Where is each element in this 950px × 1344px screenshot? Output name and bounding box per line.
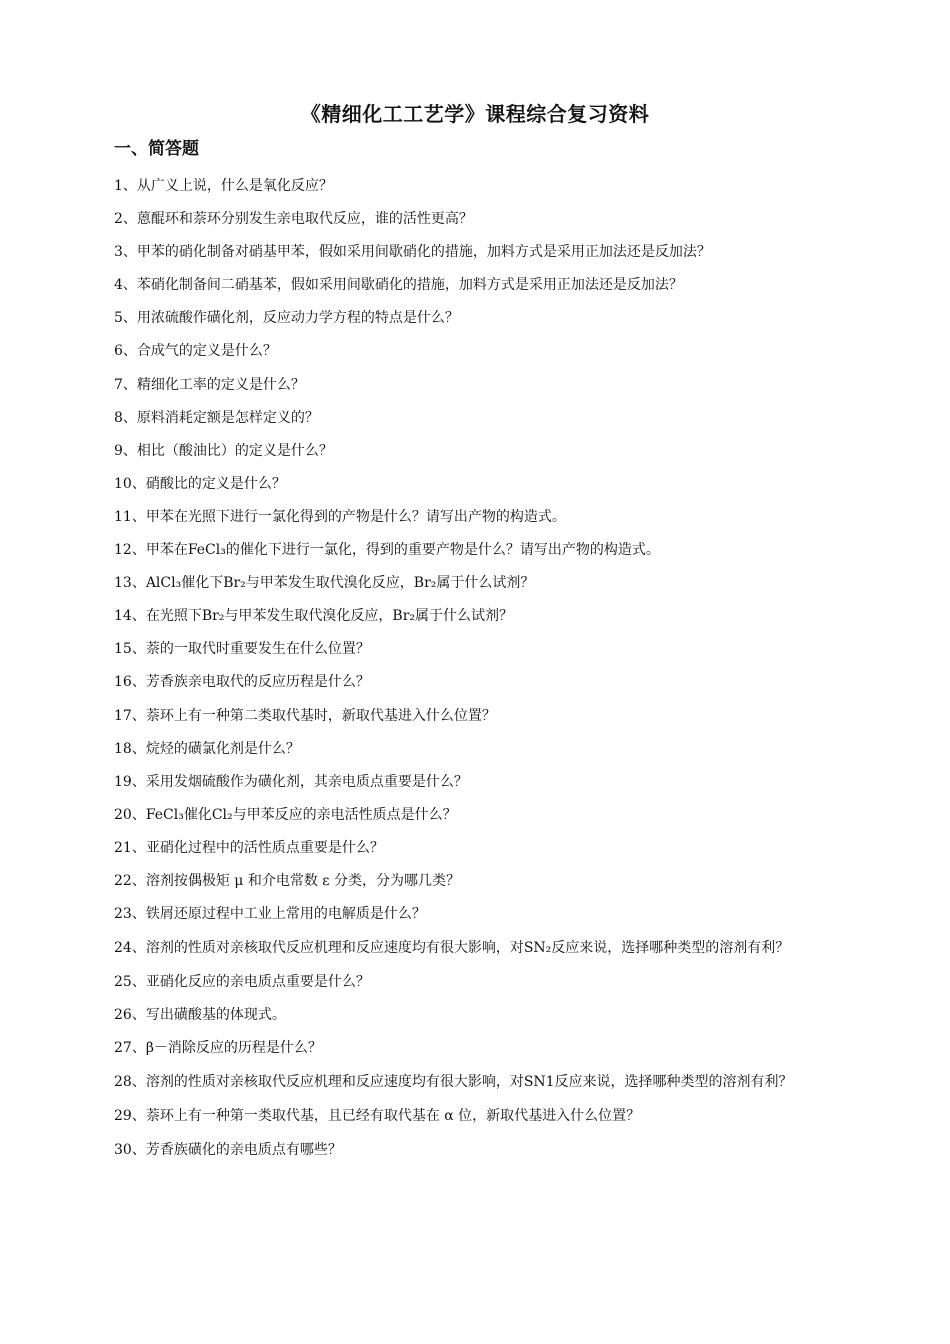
question-item: 1、从广义上说，什么是氧化反应？ (114, 178, 333, 194)
question-item: 15、萘的一取代时重要发生在什么位置？ (114, 641, 370, 658)
question-item: 26、写出磺酸基的体现式。 (114, 1007, 286, 1024)
question-item: 30、芳香族磺化的亲电质点有哪些？ (114, 1141, 342, 1158)
question-item: 24、溶剂的性质对亲核取代反应机理和反应速度均有很大影响，对SN₂反应来说，选择哪种类型的溶剂有利？ (114, 940, 790, 957)
question-item: 9、相比（酸油比）的定义是什么？ (114, 442, 333, 459)
question-item: 23、铁屑还原过程中工业上常用的电解质是什么？ (114, 906, 426, 923)
question-item: 6、合成气的定义是什么？ (114, 343, 277, 360)
document-title: 《精细化工工艺学》课程综合复习资料 (300, 102, 650, 126)
question-item: 27、β－消除反应的历程是什么？ (114, 1040, 322, 1057)
question-item: 16、芳香族亲电取代的反应历程是什么？ (114, 674, 370, 691)
question-item: 19、采用发烟硫酸作为磺化剂，其亲电质点重要是什么？ (114, 773, 468, 790)
question-item: 14、在光照下Br₂与甲苯发生取代溴化反应，Br₂属于什么试剂？ (114, 608, 513, 625)
question-item: 18、烷烃的磺氯化剂是什么？ (114, 740, 300, 757)
question-item: 21、亚硝化过程中的活性质点重要是什么？ (114, 839, 384, 856)
question-item: 13、AlCl₃催化下Br₂与甲苯发生取代溴化反应，Br₂属于什么试剂？ (114, 575, 535, 592)
question-item: 25、亚硝化反应的亲电质点重要是什么？ (114, 974, 370, 991)
question-item: 4、苯硝化制备间二硝基苯，假如采用间歇硝化的措施，加料方式是采用正加法还是反加法？ (114, 277, 683, 294)
question-item: 28、溶剂的性质对亲核取代反应机理和反应速度均有很大影响，对SN1反应来说，选择哪种类型的溶剂有利？ (114, 1074, 793, 1091)
question-item: 3、甲苯的硝化制备对硝基甲苯，假如采用间歇硝化的措施，加料方式是采用正加法还是反加法？ (114, 244, 711, 261)
question-item: 22、溶剂按偶极矩 μ 和介电常数 ε 分类，分为哪几类？ (114, 872, 460, 889)
question-item: 7、精细化工率的定义是什么？ (114, 376, 305, 393)
question-item: 20、FeCl₃催化Cl₂与甲苯反应的亲电活性质点是什么？ (114, 806, 457, 823)
question-item: 29、萘环上有一种第一类取代基，且已经有取代基在 α 位，新取代基进入什么位置？ (114, 1108, 641, 1125)
question-list (114, 170, 844, 1167)
question-item: 5、用浓硫酸作磺化剂，反应动力学方程的特点是什么？ (114, 310, 459, 327)
question-item: 10、硝酸比的定义是什么？ (114, 475, 286, 492)
question-item: 2、蒽醌环和萘环分别发生亲电取代反应，谁的活性更高？ (114, 211, 473, 228)
question-item: 8、原料消耗定额是怎样定义的？ (114, 409, 319, 426)
question-item: 12、甲苯在FeCl₃的催化下进行一氯化，得到的重要产物是什么？请写出产物的构造式。 (114, 542, 660, 559)
question-item: 17、萘环上有一种第二类取代基时，新取代基进入什么位置？ (114, 707, 496, 724)
section-heading: 一、简答题 (114, 139, 199, 159)
question-item: 11、甲苯在光照下进行一氯化得到的产物是什么？请写出产物的构造式。 (114, 508, 566, 525)
